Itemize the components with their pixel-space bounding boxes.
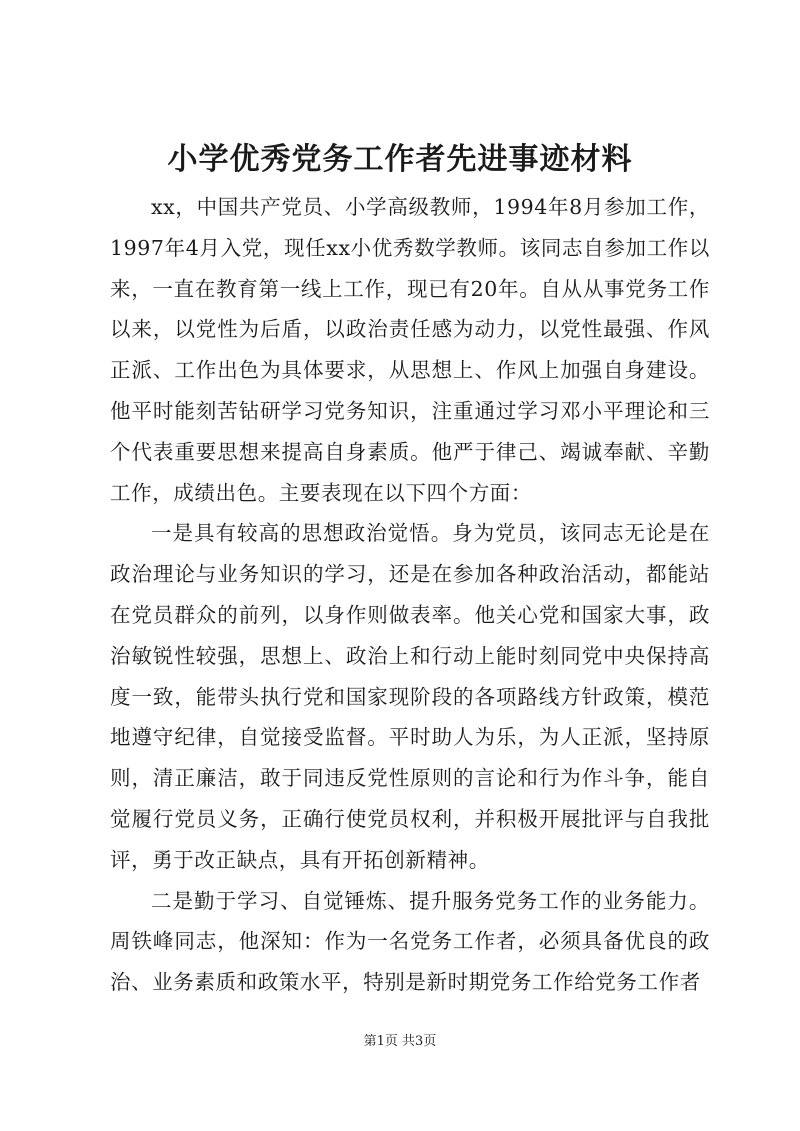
paragraph-point-two: 二是勤于学习、自觉锤炼、提升服务党务工作的业务能力。周铁峰同志，他深知：作为一名党务工作者，必须具备优良的政治、业务素质和政策水平，特别是新时期党务工作给党务工作者	[110, 888, 710, 995]
paragraph-point-one: 一是具有较高的思想政治觉悟。身为党员，该同志无论是在政治理论与业务知识的学习，还是在参加各种政治活动，都能站在党员群众的前列，以身作则做表率。他关心党和国家大事，政治敏锐性较强，思想上、政治上和行动上能时刻同党中央保持高度一致，能带头执行党和国家现阶段的各项路线方针政策，模范地遵守纪律，自觉接受监督。平时助人为乐，为人正派，坚持原则，清正廉洁，敢于同违反党性原则的言论和行为作斗争，能自觉履行党员义务，正确行使党员权利，并积极开展批评与自我批评，勇于改正缺点，具有开拓创新精神。	[110, 521, 710, 872]
paragraph-intro: xx，中国共产党员、小学高级教师，1994年8月参加工作，1997年4月入党，现任xx小优秀数学教师。该同志自参加工作以来，一直在教育第一线上工作，现已有20年。自从从事党务工作以来，以党性为后盾，以政治责任感为动力，以党性最强、作风正派、工作出色为具体要求，从思想上、作风上加强自身建设。他平时能刻苦钻研学习党务知识，注重通过学习邓小平理论和三个代表重要思想来提高自身素质。他严于律己、竭诚奉献、辛勤工作，成绩出色。主要表现在以下四个方面：	[110, 195, 710, 505]
document-title: 小学优秀党务工作者先进事迹材料	[167, 142, 633, 177]
page-number-footer: 第1页 共3页	[363, 1034, 437, 1049]
document-body	[110, 187, 710, 1003]
